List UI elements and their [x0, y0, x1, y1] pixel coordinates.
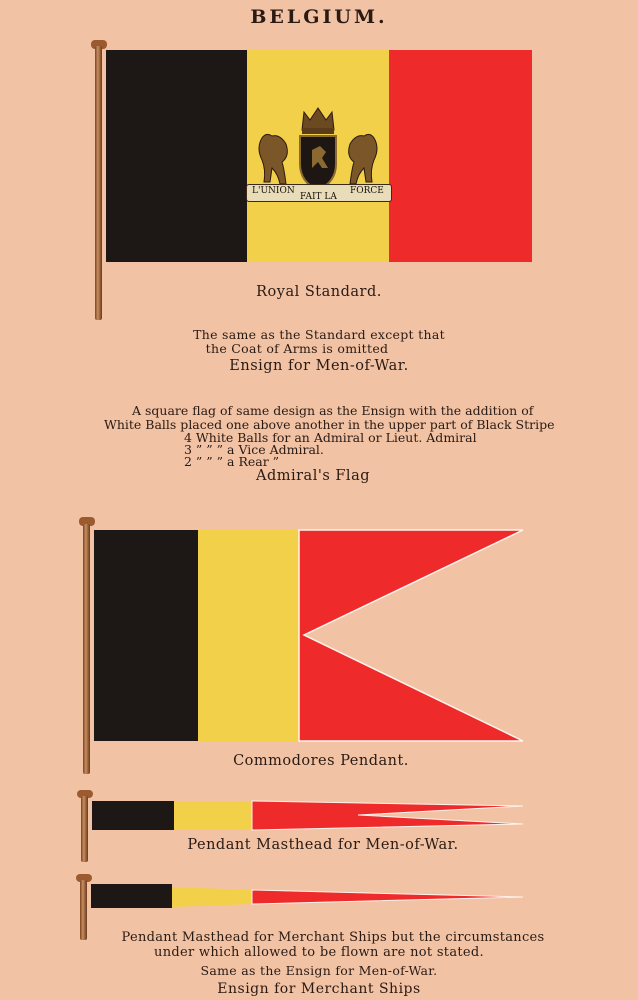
pendant-merchant-line1: Pendant Masthead for Merchant Ships but the circumstances	[121, 930, 545, 945]
motto-left: L'UNION	[252, 186, 295, 196]
ensign-note-line2: the Coat of Arms is omitted	[205, 341, 389, 356]
red-stripe	[252, 890, 523, 904]
red-stripe	[389, 50, 532, 262]
ensign-note-line1: The same as the Standard except that	[193, 327, 445, 342]
page-title: BELGIUM.	[250, 6, 388, 28]
commodore-caption: Commodores Pendant.	[233, 753, 409, 769]
yellow-stripe	[198, 530, 299, 741]
coat-of-arms	[244, 98, 392, 210]
yellow-stripe	[174, 801, 252, 830]
black-stripe	[91, 884, 172, 908]
flagpole	[83, 524, 90, 774]
admiral-note-line1: A square flag of same design as the Ensign with the addition of	[132, 403, 534, 418]
merchant-ensign-note: Same as the Ensign for Men-of-War.	[200, 963, 438, 978]
admiral-caption: Admiral's Flag	[255, 468, 370, 484]
red-swallowtail	[299, 530, 523, 741]
admiral-note-line4: 3 ” ” ” a Vice Admiral.	[184, 442, 324, 457]
motto-center: FAIT LA	[300, 192, 337, 202]
motto-right: FORCE	[350, 186, 384, 196]
pendant-mow-caption: Pendant Masthead for Men-of-War.	[187, 837, 459, 853]
pendant-merchant-line2: under which allowed to be flown are not stated.	[154, 945, 484, 960]
red-swallowtail	[252, 801, 523, 830]
royal-standard-flag	[106, 50, 532, 262]
black-stripe	[94, 530, 198, 741]
admiral-note-line5: 2 ” ” ” a Rear ”	[184, 454, 280, 469]
black-stripe	[106, 50, 247, 262]
admiral-note-line3: 4 White Balls for an Admiral or Lieut. Admiral	[184, 430, 477, 445]
black-stripe	[92, 801, 174, 830]
merchant-ensign-caption: Ensign for Merchant Ships	[217, 981, 421, 997]
royal-standard-caption: Royal Standard.	[256, 284, 382, 300]
flagpole	[95, 46, 102, 320]
admiral-note-line2: White Balls placed one above another in the upper part of Black Stripe	[104, 417, 555, 432]
yellow-stripe	[172, 887, 252, 907]
ensign-caption: Ensign for Men-of-War.	[229, 358, 409, 374]
